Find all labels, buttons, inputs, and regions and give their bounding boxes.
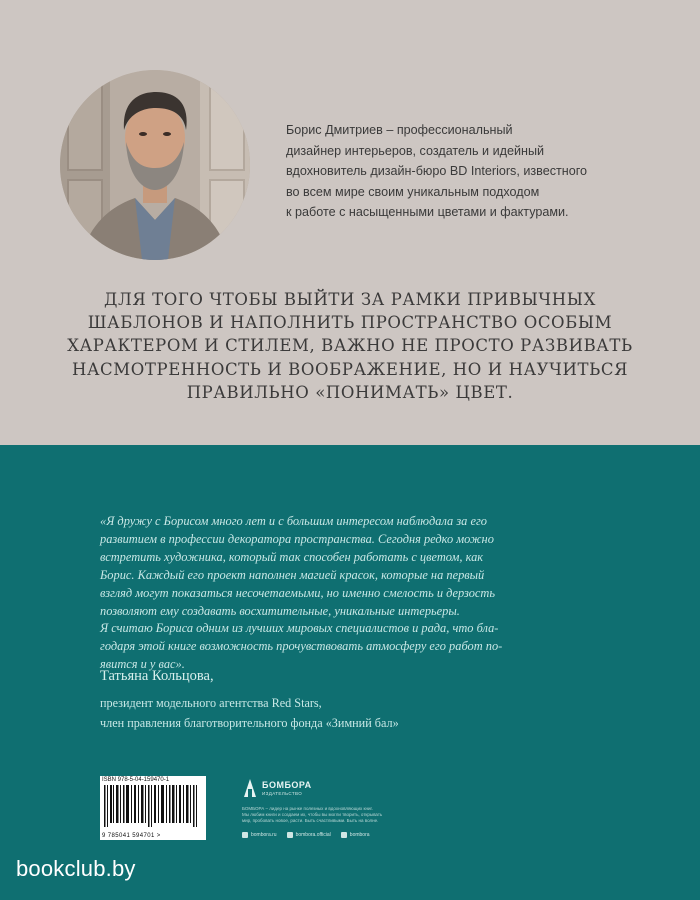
testimonial-author-role: член правления благотворительного фонда «Зимний бал»	[100, 716, 399, 730]
author-bio	[286, 120, 646, 223]
social-icon	[287, 832, 293, 838]
testimonial-line: «Я дружу с Борисом много лет и с большим интересом наблюдала за его	[100, 514, 487, 528]
publisher-subtitle: ИЗДАТЕЛЬСТВО	[262, 791, 303, 796]
publisher-name: БОМБОРА	[262, 780, 312, 790]
publisher-link-text: bombora.official	[295, 832, 331, 838]
testimonial-line: годаря этой книге возможность прочувствовать атмосферу его работ по-	[100, 639, 503, 654]
bio-line: во всем мире своим уникальным подходом	[286, 184, 540, 199]
publisher-description	[242, 806, 442, 825]
bombora-logo-icon	[242, 777, 258, 799]
social-icon	[341, 832, 347, 838]
publisher-link	[341, 832, 370, 838]
testimonial-line: развитием в профессии декоратора пространства. Сегодня редко можно	[100, 531, 494, 546]
author-portrait	[60, 70, 250, 260]
testimonial-line: Борис. Каждый его проект наполнен магией красок, которые на первый	[100, 567, 485, 582]
testimonial-author-role: президент модельного агентства Red Stars,	[100, 696, 322, 710]
publisher-links	[242, 832, 462, 838]
headline-line: ПРАВИЛЬНО «ПОНИМАТЬ» ЦВЕТ.	[186, 382, 514, 402]
site-watermark: bookclub.by	[16, 856, 136, 881]
bio-line: дизайнер интерьеров, создатель и идейный	[286, 143, 545, 158]
headline-line: НАСМОТРЕННОСТЬ И ВООБРАЖЕНИЕ, НО И НАУЧИТЬСЯ	[71, 359, 629, 379]
headline-line: ШАБЛОНОВ И НАПОЛНИТЬ ПРОСТРАНСТВО ОСОБЫМ	[87, 313, 613, 333]
testimonial-author-name: Татьяна Кольцова,	[100, 668, 214, 684]
publisher-line: Мы любим книги и создаем их, чтобы вы могли творить, открывать	[242, 812, 383, 818]
publisher-link	[287, 832, 331, 838]
isbn-text: ISBN 978-5-04-159470-1	[102, 777, 170, 783]
headline-quote	[40, 288, 660, 404]
publisher-link-text: bombora.ru	[251, 832, 277, 838]
headline-line: ХАРАКТЕРОМ И СТИЛЕМ, ВАЖНО НЕ ПРОСТО РАЗВИВАТЬ	[67, 336, 633, 356]
globe-icon	[242, 832, 248, 838]
testimonial-line: Я считаю Бориса одним из лучших мировых специалистов и рада, что бла-	[100, 621, 499, 636]
isbn-barcode	[100, 776, 206, 840]
testimonial-line: встретить художника, который так способен работать с цветом, как	[100, 549, 484, 564]
publisher-link	[242, 832, 277, 838]
testimonial-quote	[100, 513, 600, 674]
publisher-line: мир, пробовать новое, расти. Быть счастливыми. Быть на волне.	[242, 818, 379, 824]
top-panel	[0, 0, 700, 445]
bio-line: вдохновитель дизайн-бюро BD Interiors, известного	[286, 164, 588, 178]
bio-line: Борис Дмитриев – профессиональный	[286, 123, 513, 137]
bio-line: к работе с насыщенными цветами и фактурами.	[286, 205, 569, 219]
headline-line: ДЛЯ ТОГО ЧТОБЫ ВЫЙТИ ЗА РАМКИ ПРИВЫЧНЫХ	[104, 290, 596, 309]
publisher-link-text: bombora	[349, 832, 370, 838]
testimonial-line: взгляд могут показаться несочетаемыми, но именно смелость и дерзость	[100, 585, 496, 600]
barcode-bars-icon	[104, 785, 202, 827]
publisher-line: БОМБОРА – лидер на рынке полезных и вдохновляющих книг.	[242, 806, 373, 811]
barcode-digits: 9 785041 594701 >	[102, 833, 161, 839]
testimonial-line: позволяют ему создавать восхитительные, уникальные интерьеры.	[100, 603, 460, 618]
testimonial-line: явится и у вас».	[100, 657, 185, 672]
